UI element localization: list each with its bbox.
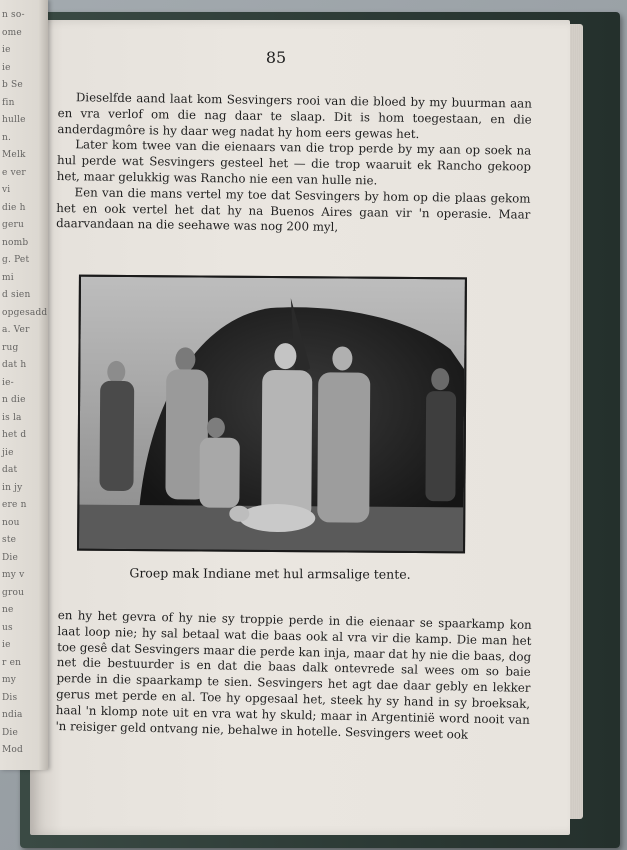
paragraph-4: en hy het gevra of hy nie sy troppie perde in die eienaar se spaarkamp kon laat loop nie; hy sal betaal wat die baas ook al vra vir die kamp. Die man het toe gesê dat Sesvingers maar die perde kan inja, maar dat hy nie die baas, dog net die bestuurder is en dat die baas dalk ontevrede sal wees om so baie perde in die spaarkamp te sien. Sesvingers het agt dae daar gebly en lekker gerus met perde en al. Toe hy opgesaal het, steek hy sy hand in sy broeksak, haal 'n klomp note uit en vra wat hy skuld; maar in Argentinië word nooit van 'n reisiger geld ontvang nie, behalwe in hotelle. Sesvingers weet ook	[55, 608, 532, 742]
facing-page-fragment: vi	[2, 185, 11, 195]
facing-page-fragment: e ver	[2, 167, 26, 178]
facing-page	[0, 0, 48, 770]
facing-page-fragment: Die	[2, 552, 19, 563]
page-number: 85	[265, 48, 287, 67]
facing-page-fragment: rug	[2, 342, 19, 353]
facing-page-fragment: in jy	[2, 482, 23, 493]
facing-page-fragment: ie	[2, 62, 11, 73]
facing-page-fragment: a. Ver	[2, 325, 30, 335]
facing-page-fragment: ome	[2, 27, 22, 38]
facing-page-fragment: grou	[2, 587, 25, 598]
photograph	[77, 275, 467, 554]
facing-page-fragment: r en	[2, 657, 22, 668]
facing-page-fragment: fin	[2, 97, 15, 108]
top-text-block	[56, 90, 532, 239]
facing-page-fragment: g. Pet	[2, 255, 30, 265]
paragraph-1: Dieselfde aand laat kom Sesvingers rooi van die bloed by my buurman aan en vra verlof om die nag daar te slaap. Dit is hom toegestaan, en die anderdagmôre is hy daar weg nadat hy hom eers gewas het.	[57, 90, 532, 141]
photo-caption: Groep mak Indiane met hul armsalige tente.	[129, 565, 411, 582]
bottom-text-block	[55, 608, 532, 744]
facing-page-fragment: jie	[2, 447, 14, 458]
paragraph-3: Een van die mans vertel my toe dat Sesvingers by hom op die plaas gekom het en ook vertel het dat hy na Buenos Aires gaan vir 'n operasie. Maar daarvandaan na die seehawe was nog 200 myl,	[56, 185, 531, 235]
facing-page-fragment: Die	[2, 727, 19, 738]
facing-page-fragment: mi	[2, 272, 14, 283]
facing-page-fragment: Dis	[2, 692, 18, 703]
facing-page-fragment: nomb	[2, 237, 29, 248]
facing-page-fragment: geru	[2, 220, 24, 230]
paragraph-2: Later kom twee van die eienaars van die trop perde by my aan op soek na hul perde wat Sesvingers gesteel het — die trop waaruit ek Rancho gekoop het, maar gelukkig was Rancho nie een van hulle nie.	[56, 137, 532, 188]
facing-page-fragment: opgesadd	[2, 307, 48, 318]
facing-page-fragment: n die	[2, 395, 26, 405]
facing-page-fragment: us	[2, 622, 13, 633]
facing-page-fragment: n so-	[2, 10, 25, 20]
facing-page-fragment: b Se	[2, 80, 23, 90]
facing-page-fragment: n.	[2, 132, 12, 143]
facing-page-fragment: die h	[2, 202, 26, 213]
facing-page-fragment: my v	[2, 570, 25, 580]
facing-page-fragment: ie-	[2, 377, 14, 388]
facing-page-fragment: is la	[2, 412, 22, 423]
facing-page-fragment: hulle	[2, 115, 26, 125]
facing-page-fragment: ie	[2, 640, 11, 650]
facing-page-fragment: Melk	[2, 150, 26, 160]
facing-page-fragment: ie	[2, 45, 11, 55]
facing-page-fragment: dat	[2, 465, 18, 475]
photo-image	[79, 277, 465, 552]
facing-page-fragment: ne	[2, 605, 14, 615]
facing-page-fragment: het d	[2, 430, 27, 440]
facing-page-fragment: nou	[2, 517, 20, 528]
facing-page-fragment: dat h	[2, 360, 27, 370]
facing-page-fragment: ere n	[2, 500, 27, 510]
facing-page-fragment: d sien	[2, 290, 31, 300]
facing-page-fragment: ndia	[2, 710, 23, 720]
facing-page-fragment: my	[2, 675, 17, 685]
book-page	[30, 20, 570, 835]
facing-page-fragment: ste	[2, 535, 17, 545]
facing-page-fragment: Mod	[2, 745, 23, 755]
